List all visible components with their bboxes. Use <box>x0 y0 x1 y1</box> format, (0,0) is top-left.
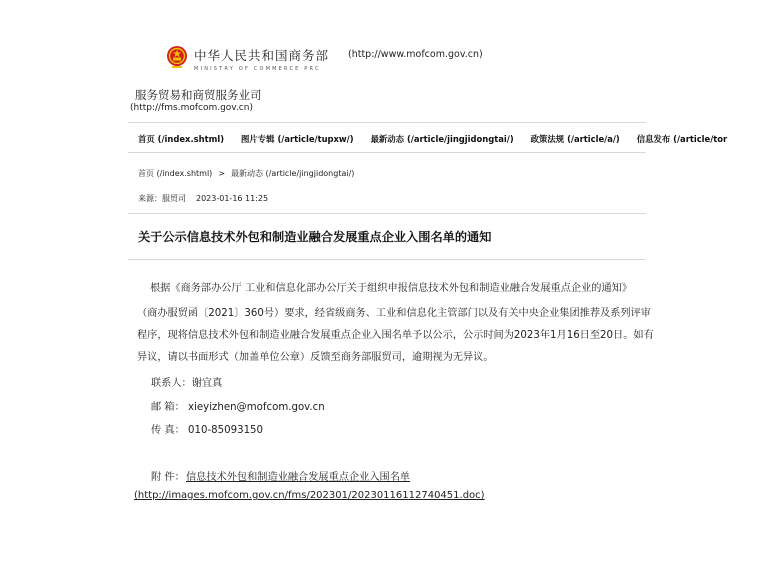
department-url[interactable]: (http://fms.mofcom.gov.cn) <box>130 103 253 113</box>
paragraph-line: 异议，请以书面形式（加盖单位公章）反馈至商务部服贸司，逾期视为无异议。 <box>137 352 494 363</box>
article-title: 关于公示信息技术外包和制造业融合发展重点企业入围名单的通知 <box>138 230 492 244</box>
divider <box>128 122 646 123</box>
ministry-name-english: MINISTRY OF COMMERCE PRC <box>194 66 321 72</box>
divider <box>128 152 646 153</box>
divider <box>128 259 646 260</box>
ministry-url[interactable]: (http://www.mofcom.gov.cn) <box>348 49 483 60</box>
department-name: 服务贸易和商贸服务业司 <box>135 88 262 102</box>
ministry-name: 中华人民共和国商务部 <box>194 48 330 63</box>
contact-fax: 传 真： 010-85093150 <box>151 425 264 436</box>
breadcrumb-current[interactable]: 最新动态 (/article/jingjidongtai/) <box>231 169 355 178</box>
attachment-link[interactable]: 信息技术外包和制造业融合发展重点企业入围名单 <box>186 472 411 483</box>
contact-email: 邮 箱： xieyizhen@mofcom.gov.cn <box>151 402 325 413</box>
breadcrumb-separator: > <box>218 169 226 178</box>
article-date: 2023-01-16 11:25 <box>196 194 269 203</box>
breadcrumb-home[interactable]: 首页 (/index.shtml) <box>138 169 213 178</box>
national-emblem-icon <box>166 45 188 69</box>
attachment-label: 附 件： <box>151 472 185 483</box>
breadcrumb <box>138 168 354 179</box>
article-source: 来源：服贸司 <box>138 194 186 203</box>
contact-person: 联系人：谢宜真 <box>151 378 223 389</box>
attachment-url[interactable]: (http://images.mofcom.gov.cn/fms/202301/20230116112740451.doc) <box>134 490 485 501</box>
nav-item-latest-news[interactable]: 最新动态 (/article/jingjidongtai/) <box>370 134 514 144</box>
nav-item-info-release[interactable]: 信息发布 (/article/tor <box>636 134 728 144</box>
main-nav <box>138 133 728 145</box>
paragraph-line: （商办服贸函〔2021〕360号）要求，经省级商务、工业和信息化主管部门以及有关中央企业集团推荐及系列评审 <box>137 308 651 319</box>
nav-item-policies[interactable]: 政策法规 (/article/a/) <box>530 134 620 144</box>
divider <box>128 213 646 214</box>
nav-item-photo-album[interactable]: 图片专辑 (/article/tupxw/) <box>241 134 354 144</box>
nav-item-home[interactable]: 首页 (/index.shtml) <box>138 134 225 144</box>
paragraph-line: 程序，现将信息技术外包和制造业融合发展重点企业入围名单予以公示，公示时间为2023年1月16日至20日。如有 <box>137 330 654 341</box>
article-meta <box>138 193 268 204</box>
paragraph-line: 根据《商务部办公厅 工业和信息化部办公厅关于组织申报信息技术外包和制造业融合发展重点企业的通知》 <box>150 283 633 294</box>
